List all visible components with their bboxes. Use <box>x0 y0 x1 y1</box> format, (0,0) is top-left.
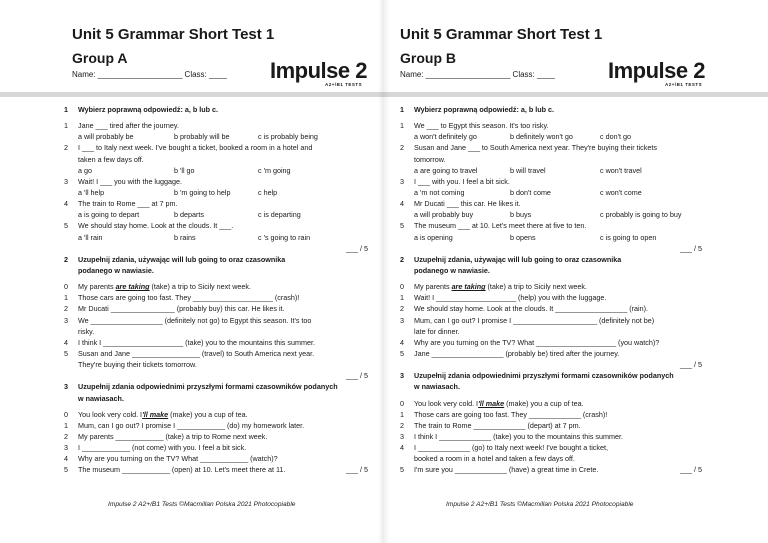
item-number: 5 <box>400 348 404 358</box>
item-number: 2 <box>64 254 68 264</box>
item-text <box>78 393 124 404</box>
instruction-line <box>64 254 368 265</box>
text-body: The train to Rome _____________ (depart) at 7 pm. <box>414 420 581 430</box>
item-number: 4 <box>400 199 404 209</box>
text-body: w nawiasach. <box>414 382 460 392</box>
answer-options <box>400 187 702 198</box>
item-number: 3 <box>400 315 404 325</box>
item-text <box>414 453 575 464</box>
item-number: 4 <box>64 454 68 464</box>
header-divider <box>0 92 384 97</box>
item-text <box>78 281 251 292</box>
score-box: ___ / 5 <box>680 465 702 475</box>
answer-option: b departs <box>174 210 204 220</box>
answer-option: b definitely won't go <box>510 132 573 142</box>
item-number: 4 <box>64 199 68 209</box>
text-body: Mr Ducati ________________ (probably buy) this car. He likes it. <box>78 304 285 314</box>
answer-option: a 'm not coming <box>414 187 465 197</box>
group-heading: Group A <box>72 50 128 66</box>
exercise-line <box>400 120 702 131</box>
instruction-line <box>64 265 368 276</box>
example-answer: 'll make <box>478 398 505 408</box>
answer-options <box>64 131 368 142</box>
text-body: Wait! I ____________________ (help) you with the luggage. <box>414 293 607 303</box>
answer-option: b 'm going to help <box>174 187 231 197</box>
item-text <box>414 220 586 231</box>
answer-option: b rains <box>174 232 196 242</box>
item-number: 5 <box>400 221 404 231</box>
item-text <box>78 154 144 165</box>
exercise-line <box>400 142 702 153</box>
item-number: 2 <box>64 304 68 314</box>
answer-option: b will travel <box>510 165 546 175</box>
answer-option: a is opening <box>414 232 453 242</box>
score-box: ___ / 5 <box>680 360 702 370</box>
answer-options <box>64 209 368 220</box>
exercise-line <box>64 198 368 209</box>
exercise-line <box>64 409 368 420</box>
item-text <box>414 464 598 475</box>
text-body: I'm sure you _____________ (have) a great time in Crete. <box>414 465 599 475</box>
text-body: Wybierz poprawną odpowiedź: a, b lub c. <box>78 105 219 114</box>
answer-option: a will probably be <box>78 132 134 142</box>
fold-shadow <box>384 0 390 543</box>
answer-option: a won't definitely go <box>414 132 477 142</box>
item-text <box>78 176 182 187</box>
instruction-line <box>400 254 702 265</box>
exercise-line <box>64 453 368 464</box>
exercise-line <box>64 243 368 254</box>
item-text <box>78 120 179 131</box>
text-body: (take) a trip to Sicily next week. <box>485 282 587 292</box>
text-body: Mum, can I go out? I promise I ____________ (do) my homework later. <box>78 420 305 430</box>
item-text <box>78 326 94 337</box>
item-text <box>414 176 510 187</box>
exercise-line <box>64 142 368 153</box>
item-text <box>78 198 177 209</box>
item-text <box>78 265 154 276</box>
item-number: 4 <box>400 443 404 453</box>
text-body: We should stay home. Look at the clouds. It __________________ (rain). <box>414 304 649 314</box>
exercise-line <box>400 281 702 292</box>
answer-options <box>400 131 702 142</box>
exercise-line <box>64 337 368 348</box>
exercise-line <box>64 303 368 314</box>
text-body: I _____________ (go) to Italy next week! I've bought a ticket, <box>414 443 608 453</box>
item-number: 1 <box>64 293 68 303</box>
text-body: Uzupełnij zdania, używając will lub going to oraz czasownika <box>414 254 622 264</box>
item-text <box>414 303 648 314</box>
exercise-line <box>400 154 702 165</box>
score-box: ___ / 5 <box>346 243 368 253</box>
item-number: 0 <box>64 282 68 292</box>
exercise-line <box>64 370 368 381</box>
instruction-line <box>400 370 702 381</box>
text-body: My parents ____________ (take) a trip to Rome next week. <box>78 431 268 441</box>
answer-options <box>64 232 368 243</box>
item-text <box>414 348 619 359</box>
answer-option: c won't travel <box>600 165 642 175</box>
text-body: Wybierz poprawną odpowiedź: a, b lub c. <box>414 105 555 114</box>
page-title: Unit 5 Grammar Short Test 1 <box>400 26 603 43</box>
text-body: risky. <box>78 326 95 336</box>
logo-subtitle: A2+/B1 TESTS <box>665 82 703 87</box>
item-number: 5 <box>400 465 404 475</box>
exercise-line <box>64 348 368 359</box>
text-body: Jane __________________ (probably be) tired after the journey. <box>414 348 620 358</box>
test-content <box>400 104 702 476</box>
text-body: Susan and Jane ___ to South America next year. They're buying their tickets <box>414 143 657 153</box>
text-body: Uzupełnij zdania odpowiednimi przyszłymi formami czasowników podanych <box>414 371 674 381</box>
text-body: Those cars are going too fast. They ____________________ (crash)! <box>78 293 300 303</box>
item-text <box>414 254 621 265</box>
exercise-line <box>400 315 702 326</box>
text-body: Mr Ducati ___ this car. He likes it. <box>414 199 521 209</box>
example-answer: 'll make <box>142 409 169 419</box>
item-number: 1 <box>400 105 404 114</box>
item-number: 0 <box>400 282 404 292</box>
example-answer: are taking <box>451 282 486 292</box>
item-text <box>78 381 338 392</box>
item-text <box>78 315 311 326</box>
answer-option: a will probably buy <box>414 210 474 220</box>
item-number: 1 <box>400 293 404 303</box>
exercise-line <box>64 326 368 337</box>
item-number: 2 <box>400 254 404 264</box>
item-number: 4 <box>64 337 68 347</box>
exercise-line <box>400 442 702 453</box>
instruction-line <box>64 393 368 404</box>
item-text <box>78 409 248 420</box>
item-text <box>78 453 278 464</box>
instruction-line <box>400 265 702 276</box>
score-box: ___ / 5 <box>680 243 702 253</box>
answer-option: b probably will be <box>174 132 230 142</box>
answer-option: a 'll rain <box>78 232 103 242</box>
text-prefix: My parents <box>414 282 452 292</box>
header-divider <box>384 92 768 97</box>
text-body: I think I _____________ (take) you to the mountains this summer. <box>414 431 623 441</box>
item-text <box>78 142 312 153</box>
item-number: 1 <box>64 105 68 114</box>
exercise-line <box>64 315 368 326</box>
exercise-line <box>400 359 702 370</box>
exercise-line <box>400 431 702 442</box>
text-body: Mum, can I go out? I promise I _____________________ (definitely not be) <box>414 315 655 325</box>
item-number: 1 <box>400 409 404 419</box>
item-number: 0 <box>64 409 68 419</box>
answer-option: c probably is going to buy <box>600 210 682 220</box>
answer-option: c is probably being <box>258 132 318 142</box>
text-body: tomorrow. <box>414 154 446 164</box>
item-number: 0 <box>400 398 404 408</box>
text-body: They're buying their tickets tomorrow. <box>78 360 197 370</box>
item-text <box>78 420 304 431</box>
page-title: Unit 5 Grammar Short Test 1 <box>72 26 275 43</box>
answer-options <box>400 232 702 243</box>
exercise-line <box>400 337 702 348</box>
text-body: Why are you turning on the TV? What ____________ (watch)? <box>78 454 278 464</box>
item-text <box>78 337 315 348</box>
exercise-line <box>400 198 702 209</box>
text-body: We __________________ (definitely not go) to Egypt this season. It's too <box>78 315 312 325</box>
text-prefix: You look very cold. I <box>78 409 143 419</box>
text-body: booked a room in a hotel and taken a few days off. <box>414 454 575 464</box>
text-body: I think I ____________________ (take) you to the mountains this summer. <box>78 337 315 347</box>
logo-subtitle: A2+/B1 TESTS <box>325 82 363 87</box>
item-number: 2 <box>64 143 68 153</box>
exercise-line <box>64 154 368 165</box>
item-number: 5 <box>64 221 68 231</box>
text-body: taken a few days off. <box>78 154 144 164</box>
text-prefix: You look very cold. I <box>414 398 479 408</box>
answer-option: c 'm going <box>258 165 291 175</box>
item-text <box>414 337 659 348</box>
exercise-line <box>64 120 368 131</box>
exercise-line <box>400 220 702 231</box>
answer-options <box>64 165 368 176</box>
item-text <box>78 359 197 370</box>
item-text <box>414 398 584 409</box>
answer-option: c is departing <box>258 210 301 220</box>
text-body: I ___ with you. I feel a bit sick. <box>414 176 510 186</box>
text-body: I ___ to Italy next week. I've bought a ticket, booked a room in a hotel and <box>78 143 313 153</box>
answer-options <box>400 209 702 220</box>
page-header <box>384 0 768 92</box>
exercise-line <box>400 326 702 337</box>
exercise-line <box>400 243 702 254</box>
item-number: 3 <box>64 443 68 453</box>
item-text <box>414 120 549 131</box>
item-number: 3 <box>400 431 404 441</box>
item-number: 3 <box>64 315 68 325</box>
test-page-group-b <box>384 0 768 543</box>
text-body: We should stay home. Look at the clouds. It ___. <box>78 221 234 231</box>
answer-option: a 'll help <box>78 187 105 197</box>
impulse-logo: Impulse 2 <box>270 58 367 83</box>
text-body: Why are you turning on the TV? What ____________________ (you watch)? <box>414 337 660 347</box>
text-body: The museum ____________ (open) at 10. Let's meet there at 11. <box>78 465 286 475</box>
text-body: Jane ___ tired after the journey. <box>78 121 179 131</box>
item-text <box>78 220 233 231</box>
answer-option: a are going to travel <box>414 165 478 175</box>
text-body: The museum ___ at 10. Let's meet there at five to ten. <box>414 221 587 231</box>
answer-option: b opens <box>510 232 536 242</box>
text-body: Those cars are going too fast. They _____________ (crash)! <box>414 409 608 419</box>
item-number: 3 <box>400 371 404 381</box>
page-header <box>0 0 384 92</box>
item-text <box>414 315 654 326</box>
item-text <box>414 409 607 420</box>
text-body: (make) you a cup of tea. <box>504 398 584 408</box>
item-text <box>414 370 674 381</box>
exercise-line <box>400 420 702 431</box>
item-text <box>78 431 267 442</box>
text-body: I ____________ (not come) with you. I feel a bit sick. <box>78 443 247 453</box>
item-text <box>78 303 285 314</box>
item-text <box>78 348 314 359</box>
item-text <box>414 154 446 165</box>
item-number: 1 <box>400 121 404 131</box>
item-text <box>414 292 606 303</box>
item-number: 1 <box>64 121 68 131</box>
exercise-line <box>64 176 368 187</box>
item-text <box>78 464 285 475</box>
exercise-line <box>400 464 702 475</box>
score-box: ___ / 5 <box>346 371 368 381</box>
answer-option: a is going to depart <box>78 210 140 220</box>
item-text <box>414 381 460 392</box>
instruction-line <box>64 381 368 392</box>
item-text <box>414 265 490 276</box>
answer-option: c help <box>258 187 278 197</box>
exercise-line <box>400 453 702 464</box>
exercise-line <box>400 176 702 187</box>
exercise-line <box>400 348 702 359</box>
item-text <box>414 442 608 453</box>
example-answer: are taking <box>115 282 150 292</box>
answer-option: b 'll go <box>174 165 195 175</box>
exercise-line <box>400 398 702 409</box>
item-text <box>414 326 460 337</box>
item-number: 2 <box>64 431 68 441</box>
item-text <box>414 420 581 431</box>
exercise-line <box>64 464 368 475</box>
item-number: 2 <box>400 420 404 430</box>
text-body: podanego w nawiasie. <box>414 265 490 275</box>
text-body: late for dinner. <box>414 326 460 336</box>
item-number: 5 <box>64 348 68 358</box>
item-number: 3 <box>64 176 68 186</box>
exercise-line <box>400 409 702 420</box>
exercise-line <box>400 292 702 303</box>
exercise-line <box>64 359 368 370</box>
item-text <box>78 442 246 453</box>
impulse-logo: Impulse 2 <box>608 58 705 83</box>
text-body: Uzupełnij zdania, używając will lub going to oraz czasownika <box>78 254 286 264</box>
text-body: podanego w nawiasie. <box>78 265 154 275</box>
item-number: 3 <box>400 176 404 186</box>
text-body: The train to Rome ___ at 7 pm. <box>78 199 178 209</box>
exercise-line <box>64 281 368 292</box>
answer-option: b don't come <box>510 187 551 197</box>
text-body: Wait! I ___ you with the luggage. <box>78 176 183 186</box>
text-prefix: My parents <box>78 282 116 292</box>
exercise-line <box>64 292 368 303</box>
item-text <box>414 198 521 209</box>
exercise-line <box>64 220 368 231</box>
exercise-line <box>64 420 368 431</box>
item-number: 4 <box>400 337 404 347</box>
text-body: (make) you a cup of tea. <box>168 409 248 419</box>
answer-option: a go <box>78 165 92 175</box>
answer-options <box>64 187 368 198</box>
score-box: ___ / 5 <box>346 465 368 475</box>
text-body: Susan and Jane _________________ (travel) to South America next year. <box>78 348 315 358</box>
group-heading: Group B <box>400 50 456 66</box>
text-body: (take) a trip to Sicily next week. <box>149 282 251 292</box>
test-content <box>64 104 368 476</box>
text-body: We ___ to Egypt this season. It's too risky. <box>414 121 549 131</box>
answer-option: c don't go <box>600 132 631 142</box>
instruction-line <box>400 381 702 392</box>
instruction-line <box>64 104 368 115</box>
answer-option: c is going to open <box>600 232 657 242</box>
item-text <box>78 292 299 303</box>
answer-options <box>400 165 702 176</box>
item-text <box>414 281 587 292</box>
item-text <box>414 431 623 442</box>
exercise-line <box>400 303 702 314</box>
name-class-line: Name: ___________________ Class: ____ <box>400 70 555 79</box>
text-body: w nawiasach. <box>78 393 124 403</box>
text-body: Uzupełnij zdania odpowiednimi przyszłymi formami czasowników podanych <box>78 382 338 392</box>
name-class-line: Name: ___________________ Class: ____ <box>72 70 227 79</box>
item-text <box>78 254 285 265</box>
item-number: 2 <box>400 304 404 314</box>
item-number: 5 <box>64 465 68 475</box>
exercise-line <box>64 431 368 442</box>
item-text <box>414 104 554 115</box>
page-footer: Impulse 2 A2+/B1 Tests ©Macmillan Polska 2021 Photocopiable <box>446 501 634 508</box>
exercise-line <box>64 442 368 453</box>
page-footer: Impulse 2 A2+/B1 Tests ©Macmillan Polska 2021 Photocopiable <box>108 501 296 508</box>
answer-option: c 's going to rain <box>258 232 311 242</box>
item-text <box>78 104 218 115</box>
item-number: 3 <box>64 382 68 392</box>
item-number: 2 <box>400 143 404 153</box>
answer-option: b buys <box>510 210 532 220</box>
answer-option: c won't come <box>600 187 642 197</box>
instruction-line <box>400 104 702 115</box>
item-number: 1 <box>64 420 68 430</box>
item-text <box>414 142 657 153</box>
